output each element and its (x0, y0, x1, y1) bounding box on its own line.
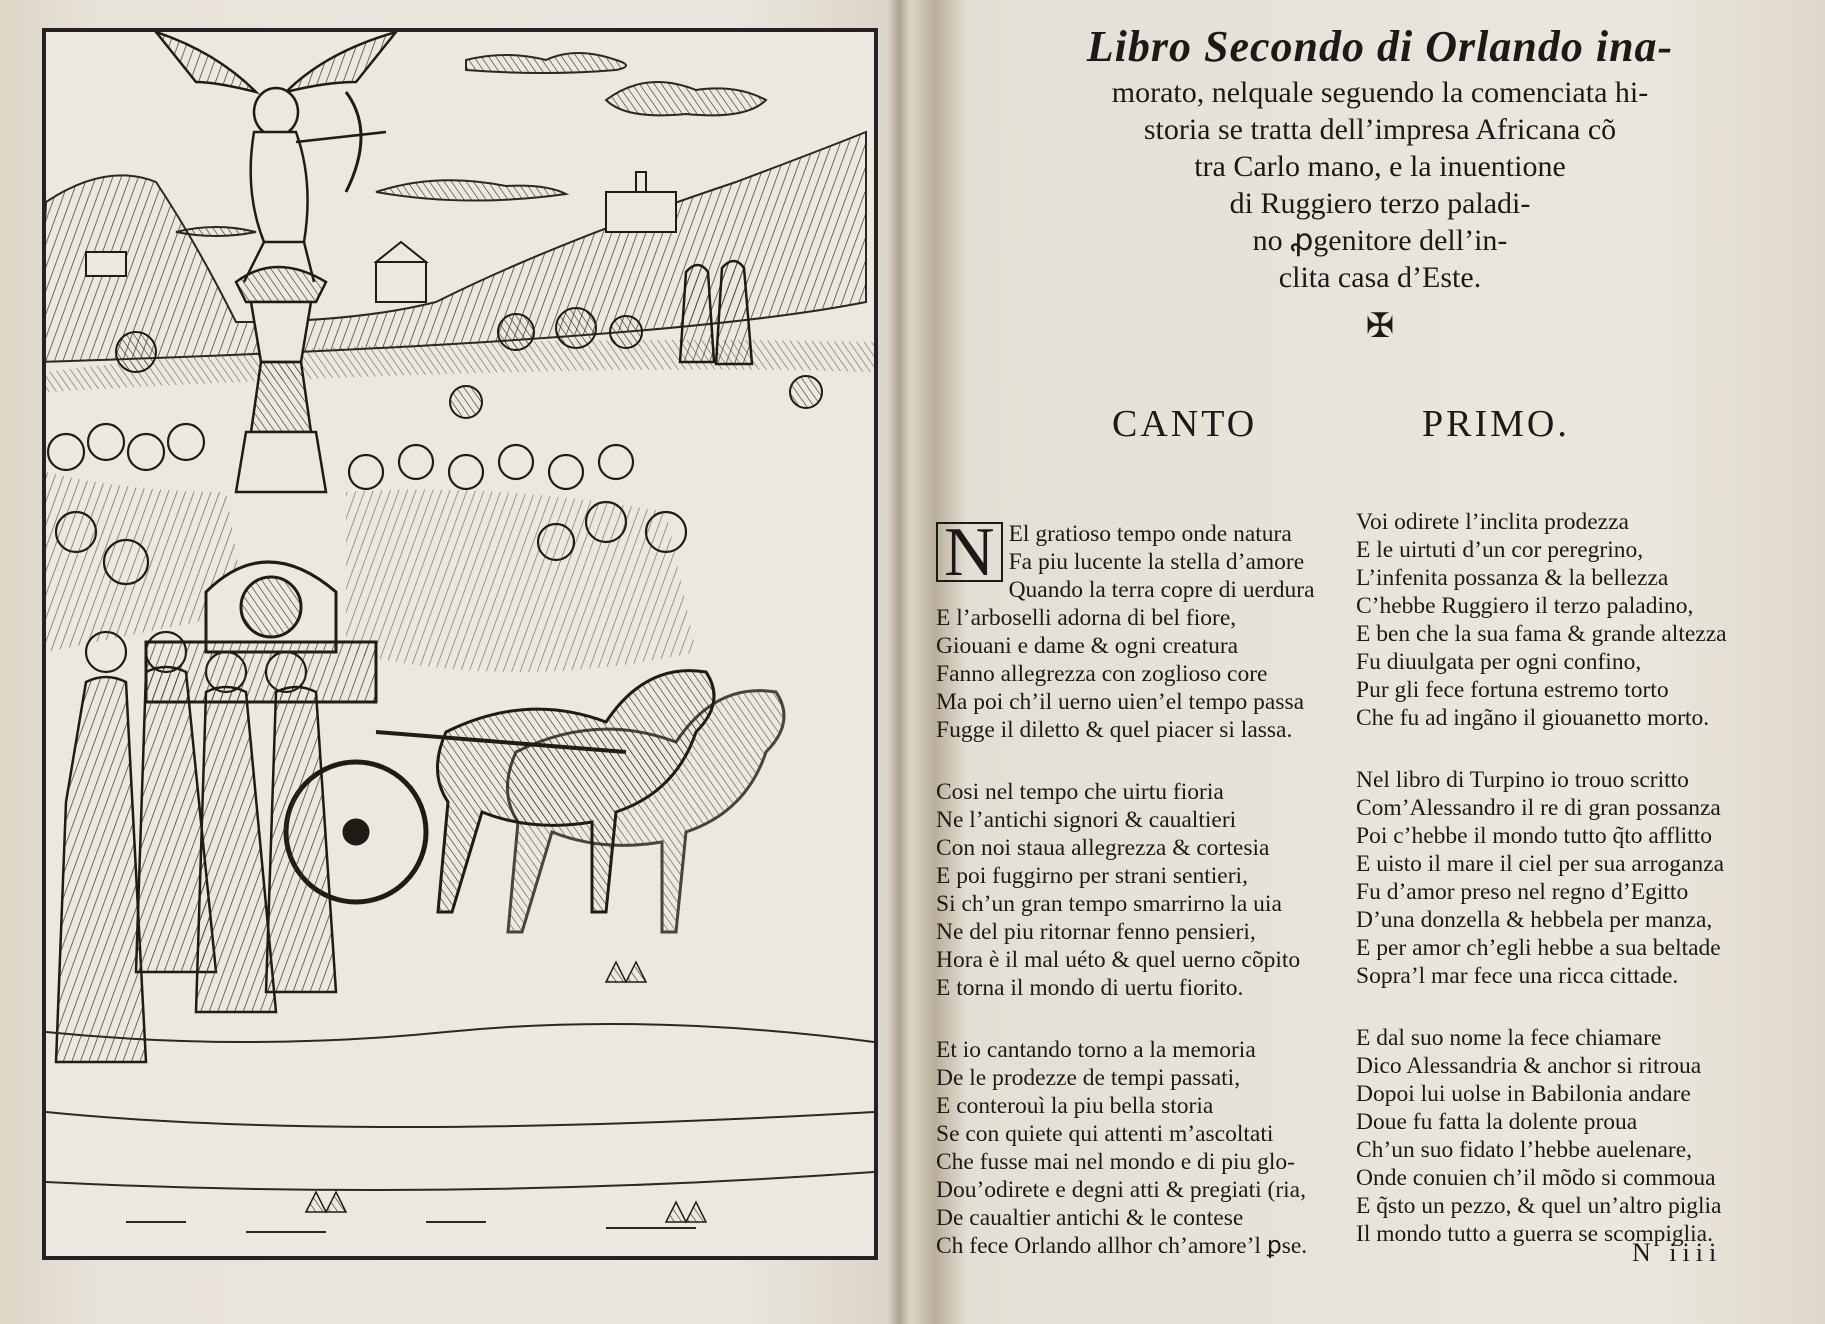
woodcut-drawing (46, 32, 874, 1256)
book-gutter (888, 0, 910, 1324)
verse-line: E l’arboselli adorna di bel fiore, (936, 605, 1237, 631)
verse-line: Dou’odirete e degni atti & pregiati (ria, (936, 1177, 1306, 1203)
verse-line: Con noi staua allegrezza & cortesia (936, 835, 1270, 861)
title-first-line: Libro Secondo di Orlando ina- (1086, 22, 1674, 71)
verse-line: Ne del piu ritornar fenno pensieri, (936, 919, 1256, 945)
verse-line: E le uirtuti d’un cor peregrino, (1356, 537, 1644, 563)
verse-line: Giouani e dame & ogni creatura (936, 633, 1239, 659)
verse-line: C’hebbe Ruggiero il terzo paladino, (1356, 593, 1694, 619)
verse-line: Il mondo tutto a guerra se scompiglia. (1356, 1221, 1713, 1247)
verse-line: D’una donzella & hebbela per manza, (1356, 907, 1713, 933)
woodcut-illustration (42, 28, 878, 1260)
book-title-block (1000, 20, 1760, 346)
stanza (1356, 1024, 1727, 1248)
verse-line: E conterouì la piu bella storia (936, 1093, 1214, 1119)
stanza (1356, 766, 1727, 990)
verse-line: Ch fece Orlando allhor ch’amore’l ꝑse. (936, 1233, 1308, 1259)
verse-column-right (1356, 508, 1727, 1282)
verse-line: Ch’un suo fidato l’hebbe auelenare, (1356, 1137, 1693, 1163)
verse-line: Che fu ad ingãno il giouanetto morto. (1356, 705, 1710, 731)
cross-ornament: ✠ (1365, 308, 1395, 345)
verse-line: E poi fuggirno per strani sentieri, (936, 863, 1248, 889)
verse-line: Ne l’antichi signori & caualtieri (936, 807, 1237, 833)
verse-line: Si ch’un gran tempo smarrirno la uia (936, 891, 1282, 917)
canto-heading: CANTO (1112, 403, 1258, 445)
verse-line: Et io cantando torno a la memoria (936, 1037, 1256, 1063)
title-line: tra Carlo mano, e la inuentione (1194, 150, 1566, 183)
title-line: morato, nelquale seguendo la comenciata hi- (1111, 76, 1649, 109)
verse-line: Dico Alessandria & anchor si ritroua (1356, 1053, 1702, 1079)
verse-line: E torna il mondo di uertu fiorito. (936, 975, 1244, 1001)
verse-line: Voi odirete l’inclita prodezza (1356, 509, 1629, 535)
title-line: di Ruggiero terzo paladi- (1229, 187, 1531, 220)
verse-line: Sopra’l mar fece una ricca cittade. (1356, 963, 1679, 989)
verse-line: E dal suo nome la fece chiamare (1356, 1025, 1662, 1051)
verse-line: Fu diuulgata per ogni confino, (1356, 649, 1642, 675)
verse-line: El gratioso tempo onde natura (1008, 521, 1292, 547)
verse-line: Com’Alessandro il re di gran possanza (1356, 795, 1721, 821)
title-line: clita casa d’Este. (1278, 261, 1482, 294)
stanza (936, 1036, 1307, 1260)
verse-line: De caualtier antichi & le contese (936, 1205, 1244, 1231)
verse-line: Cosi nel tempo che uirtu fioria (936, 779, 1224, 805)
verse-line: L’infenita possanza & la bellezza (1356, 565, 1669, 591)
title-line: storia se tratta dell’impresa Africana cõ (1143, 113, 1617, 146)
verse-line: Ma poi ch’il uerno uien’el tempo passa (936, 689, 1305, 715)
verse-column-left (936, 514, 1315, 1294)
verse-line: Hora è il mal uéto & quel uerno cõpito (936, 947, 1301, 973)
verse-line: Fu d’amor preso nel regno d’Egitto (1356, 879, 1689, 905)
verse-line: Fa piu lucente la stella d’amore (1008, 549, 1305, 575)
verse-line: Fanno allegrezza con zoglioso core (936, 661, 1268, 687)
canto-number: PRIMO. (1422, 403, 1570, 445)
verse-line: E per amor ch’egli hebbe a sua beltade (1356, 935, 1721, 961)
verse-line: Pur gli fece fortuna estremo torto (1356, 677, 1669, 703)
page-signature: N iiii (1632, 1238, 1723, 1267)
verse-line: Doue fu fatta la dolente proua (1356, 1109, 1638, 1135)
verse-line: Quando la terra copre di uerdura (1008, 577, 1315, 603)
verse-line: Onde conuien ch’il mõdo si commoua (1356, 1165, 1716, 1191)
verse-line: E q̃sto un pezzo, & quel un’altro piglia (1356, 1193, 1722, 1219)
title-line: no ꝓgenitore dell’in- (1252, 224, 1508, 257)
verse-line: E uisto il mare il ciel per sua arroganza (1356, 851, 1725, 877)
stanza (936, 514, 1315, 744)
stanza (1356, 508, 1727, 732)
verse-line: De le prodezze de tempi passati, (936, 1065, 1241, 1091)
drop-capital: N (936, 522, 1003, 582)
verse-line: Poi c’hebbe il mondo tutto q̃to afflitto (1356, 823, 1712, 849)
verse-line: Nel libro di Turpino io trouo scritto (1356, 767, 1689, 793)
verse-line: Dopoi lui uolse in Babilonia andare (1356, 1081, 1691, 1107)
verse-line: Fugge il diletto & quel piacer si lassa. (936, 717, 1293, 743)
stanza (936, 778, 1307, 1002)
verse-line: Se con quiete qui attenti m’ascoltati (936, 1121, 1274, 1147)
verse-line: Che fusse mai nel mondo e di piu glo- (936, 1149, 1295, 1175)
verse-line: E ben che la sua fama & grande altezza (1356, 621, 1727, 647)
